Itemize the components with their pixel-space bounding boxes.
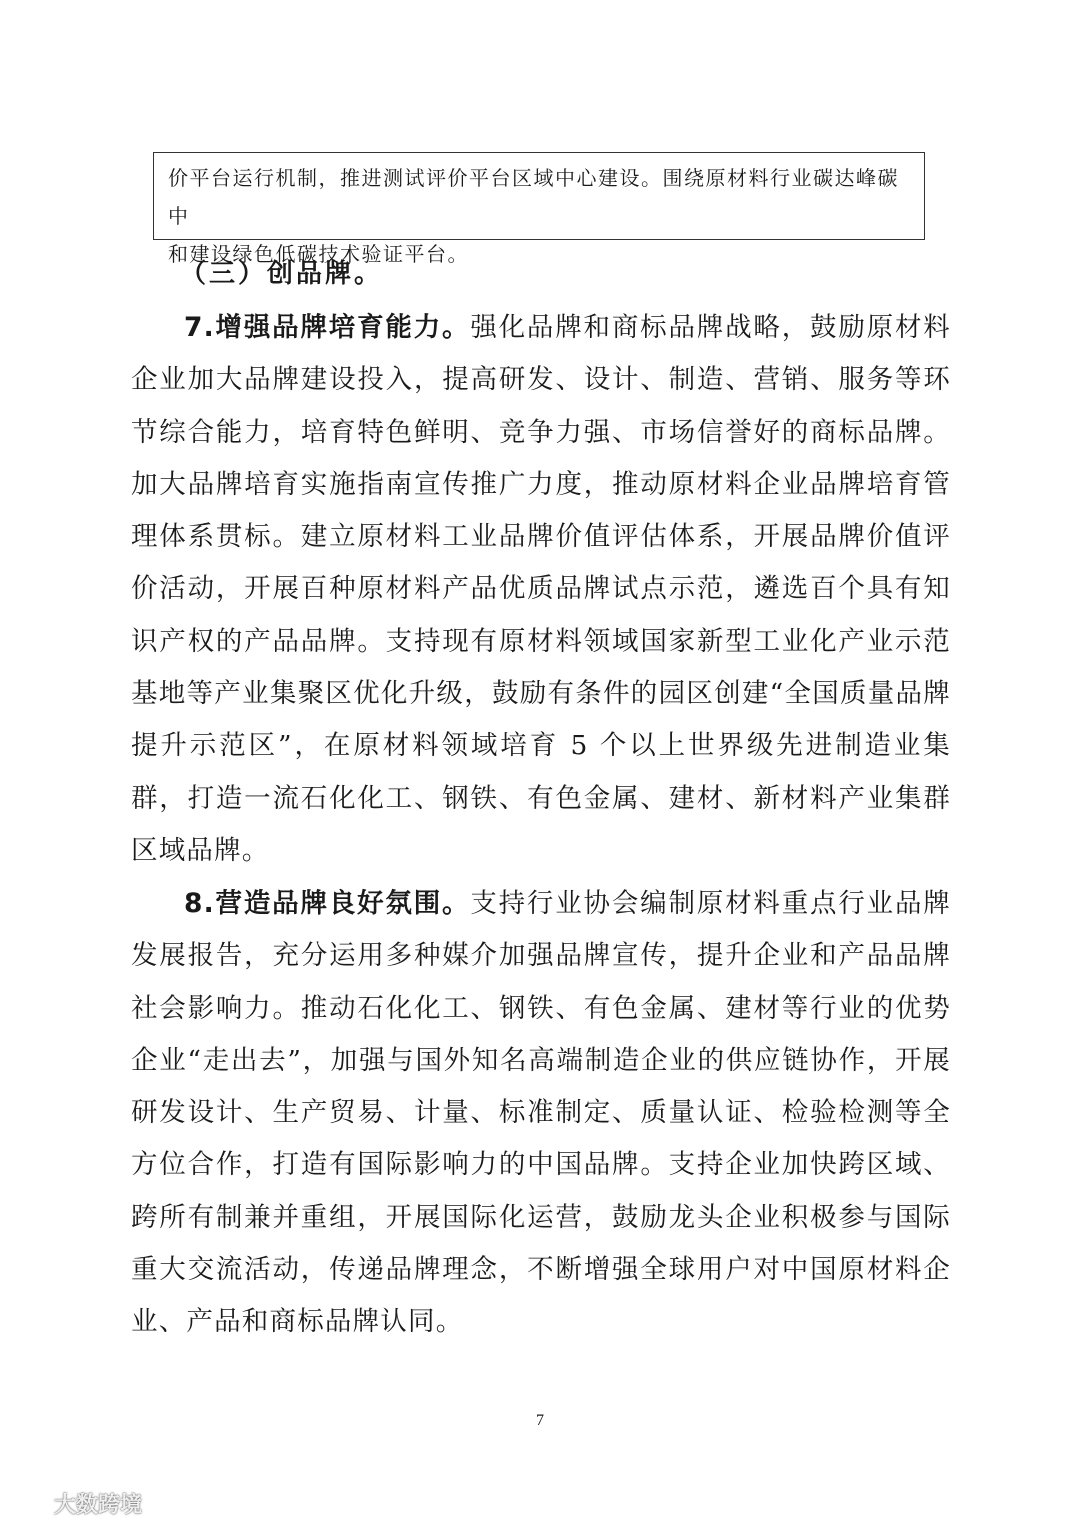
paragraph-8	[131, 878, 951, 1349]
boxed-note-line-1: 价平台运行机制，推进测试评价平台区域中心建设。围绕原材料行业碳达峰碳中	[168, 166, 899, 228]
paragraph-7-lead: 7.增强品牌培育能力。	[184, 312, 471, 343]
section-heading: （三）创品牌。	[180, 259, 384, 289]
boxed-note-line-2: 和建设绿色低碳技术验证平台。	[168, 242, 469, 266]
watermark-text: 大数跨境	[54, 1493, 143, 1518]
paragraph-8-body: 支持行业协会编制原材料重点行业品牌发展报告，充分运用多种媒介加强品牌宣传，提升企业和产品品牌社会影响力。推动石化化工、钢铁、有色金属、建材等行业的优势企业“走出去”，加强与国外知名高端制造企业的供应链协作，开展研发设计、生产贸易、计量、标准制定、质量认证、检验检测等全方位合作，打造有国际影响力的中国品牌。支持企业加快跨区域、跨所有制兼并重组，开展国际化运营，鼓励龙头企业积极参与国际重大交流活动，传递品牌理念，不断增强全球用户对中国原材料企业、产品和商标品牌认同。	[131, 888, 951, 1338]
paragraph-8-lead: 8.营造品牌良好氛围。	[184, 888, 471, 919]
page-number: 7	[536, 1412, 544, 1429]
watermark	[6, 1488, 142, 1519]
paragraph-7-body: 强化品牌和商标品牌战略，鼓励原材料企业加大品牌建设投入，提高研发、设计、制造、营销、服务等环节综合能力，培育特色鲜明、竞争力强、市场信誉好的商标品牌。加大品牌培育实施指南宣传推广力度，推动原材料企业品牌培育管理体系贯标。建立原材料工业品牌价值评估体系，开展品牌价值评价活动，开展百种原材料产品优质品牌试点示范，遴选百个具有知识产权的产品品牌。支持现有原材料领域国家新型工业化产业示范基地等产业集聚区优化升级，鼓励有条件的园区创建“全国质量品牌提升示范区”，在原材料领域培育 5 个以上世界级先进制造业集群，打造一流石化化工、钢铁、有色金属、建材、新材料产业集群区域品牌。	[131, 312, 951, 866]
chat-bubble-icon	[6, 1491, 50, 1517]
paragraph-7	[131, 302, 951, 877]
boxed-note	[153, 152, 925, 266]
